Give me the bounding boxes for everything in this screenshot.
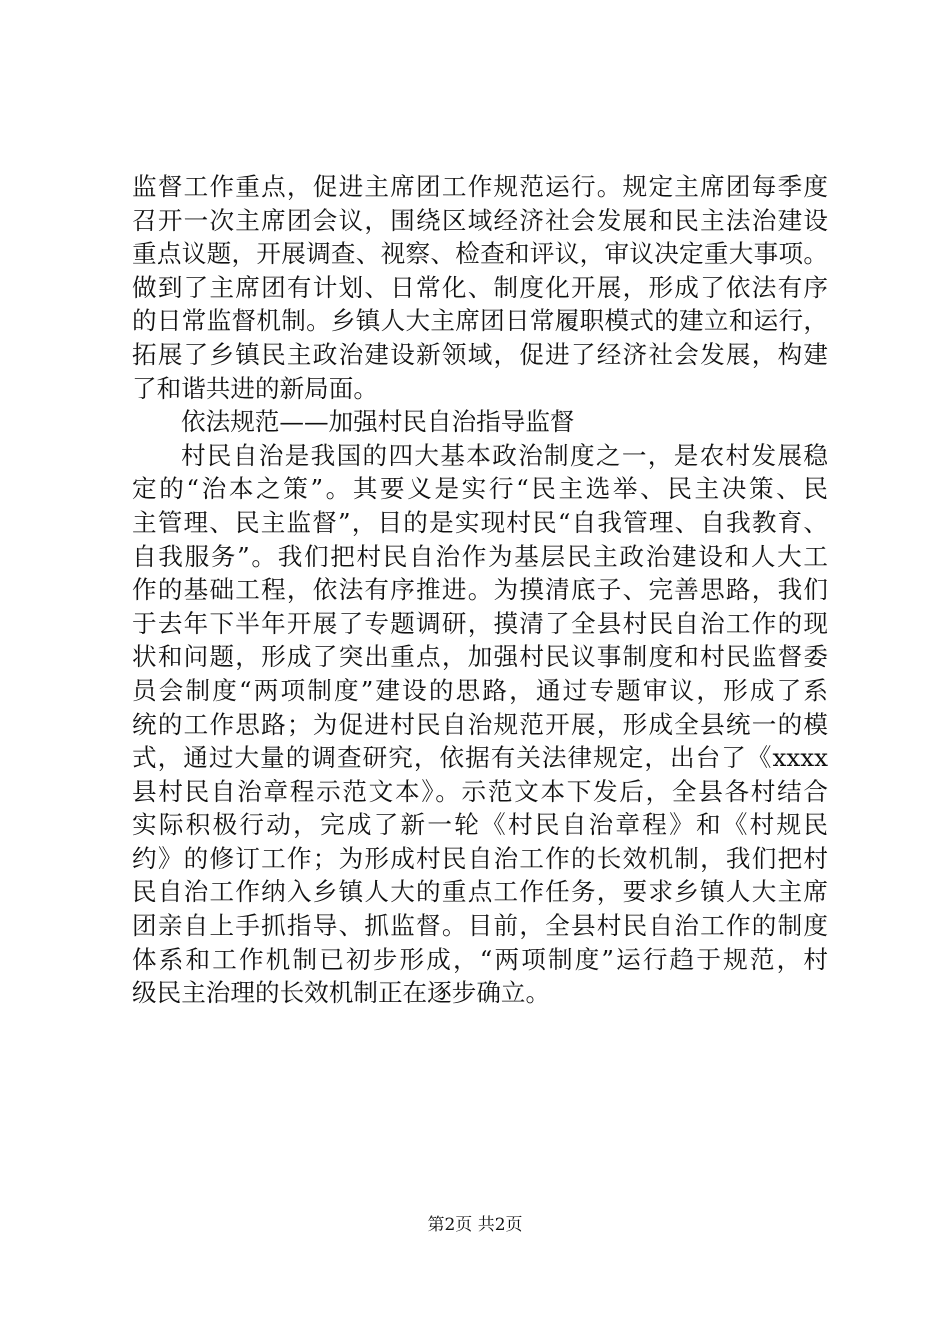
text-line: 统的工作思路；为促进村民自治规范开展，形成全县统一的模 bbox=[132, 709, 828, 739]
document-body bbox=[132, 170, 828, 1010]
text-line: 村民自治是我国的四大基本政治制度之一，是农村发展稳 bbox=[181, 440, 828, 470]
text-line: 监督工作重点，促进主席团工作规范运行。规定主席团每季度 bbox=[132, 172, 828, 201]
text-line: 团亲自上手抓指导、抓监督。目前，全县村民自治工作的制度 bbox=[132, 911, 828, 941]
text-line: 状和问题，形成了突出重点，加强村民议事制度和村民监督委 bbox=[132, 642, 828, 672]
text-line: 召开一次主席团会议，围绕区域经济社会发展和民主法治建设 bbox=[132, 205, 828, 235]
text-line: 体系和工作机制已初步形成，“两项制度”运行趋于规范，村 bbox=[132, 944, 828, 974]
section-heading: 依法规范——加强村民自治指导监督 bbox=[181, 407, 575, 437]
text-line: 级民主治理的长效机制正在逐步确立。 bbox=[132, 978, 551, 1008]
paragraph-1 bbox=[132, 170, 828, 405]
text-line: 了和谐共进的新局面。 bbox=[132, 373, 378, 403]
text-line: 拓展了乡镇民主政治建设新领域，促进了经济社会发展，构建 bbox=[132, 339, 828, 369]
text-line: 于去年下半年开展了专题调研，摸清了全县村民自治工作的现 bbox=[132, 608, 828, 638]
text-line: 的日常监督机制。乡镇人大主席团日常履职模式的建立和运行， bbox=[132, 306, 828, 336]
paragraph-2 bbox=[132, 439, 828, 1010]
text-line: 定的“治本之策”。其要义是实行“民主选举、民主决策、民 bbox=[132, 474, 828, 504]
page-footer: 第2页 共2页 bbox=[427, 1215, 523, 1235]
text-line: 重点议题，开展调查、视察、检查和评议，审议决定重大事项。 bbox=[132, 239, 828, 269]
text-line: 民自治工作纳入乡镇人大的重点工作任务，要求乡镇人大主席 bbox=[132, 877, 828, 907]
text-line: 员会制度“两项制度”建设的思路，通过专题审议，形成了系 bbox=[132, 675, 828, 705]
text-line: 自我服务”。我们把村民自治作为基层民主政治建设和人大工 bbox=[132, 541, 828, 571]
text-line: 县村民自治章程示范文本》。示范文本下发后，全县各村结合 bbox=[132, 776, 828, 806]
text-line: 做到了主席团有计划、日常化、制度化开展，形成了依法有序 bbox=[132, 272, 828, 302]
text-line: 实际积极行动，完成了新一轮《村民自治章程》和《村规民 bbox=[132, 810, 828, 840]
text-line: 作的基础工程，依法有序推进。为摸清底子、完善思路，我们 bbox=[132, 575, 828, 605]
text-line: 式，通过大量的调查研究，依据有关法律规定，出台了《xxxx bbox=[132, 743, 828, 773]
text-line: 约》的修订工作；为形成村民自治工作的长效机制，我们把村 bbox=[132, 843, 828, 873]
text-line: 主管理、民主监督”，目的是实现村民“自我管理、自我教育、 bbox=[132, 507, 828, 537]
